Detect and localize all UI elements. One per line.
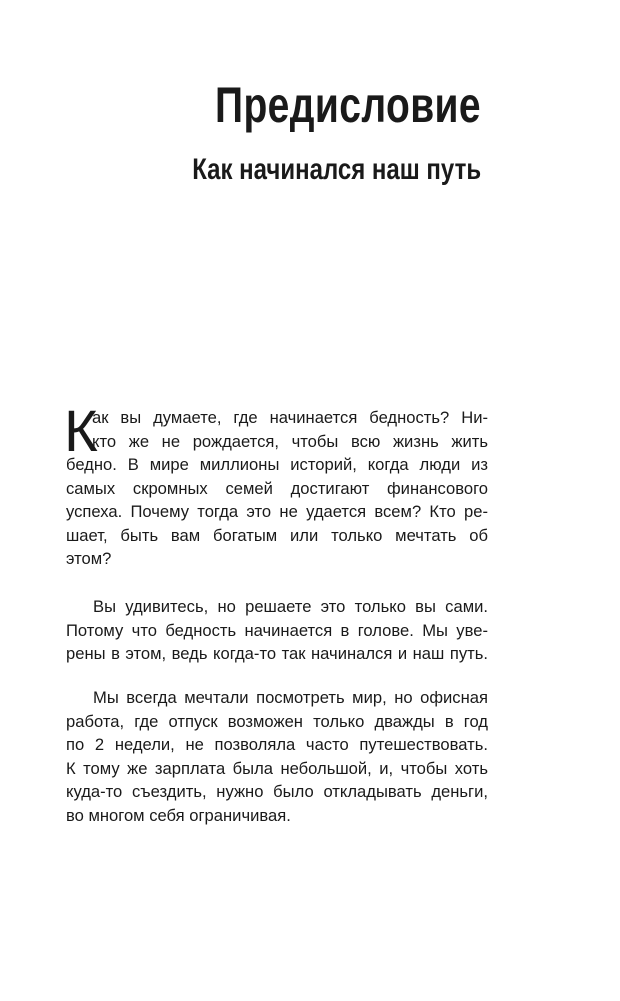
chapter-title: Предисловие (215, 77, 481, 133)
text-line: ак вы думаете, где начинается бедность? Ни- (92, 408, 488, 427)
paragraph-3 (66, 686, 488, 827)
text-line: куда-то съездить, нужно было откладывать деньги, (66, 782, 488, 801)
text-line: Мы всегда мечтали посмотреть мир, но офисная (93, 688, 488, 707)
text-line: Потому что бедность начинается в голове. Мы уве- (66, 620, 488, 640)
paragraph-2 (66, 595, 488, 666)
chapter-subtitle: Как начинался наш путь (192, 153, 481, 186)
text-line: рены в этом, ведь когда-то так начинался и наш путь. (66, 644, 488, 663)
drop-cap: К (64, 399, 98, 464)
text-line: во многом себя ограничивая. (66, 805, 291, 825)
text-line: по 2 недели, не позволяла часто путешествовать. (66, 735, 488, 754)
text-line: шает, быть вам богатым или только мечтать об (66, 525, 488, 545)
text-line: самых скромных семей достигают финансового (66, 478, 488, 498)
text-line: К тому же зарплата была небольшой, и, чтобы хоть (66, 758, 488, 778)
text-line: бедно. В мире миллионы историй, когда люди из (66, 455, 488, 474)
text-line: этом? (66, 549, 112, 568)
text-line: успеха. Почему тогда это не удается всем? Кто ре- (66, 502, 488, 521)
text-line: Вы удивитесь, но решаете это только вы сами. (93, 597, 488, 616)
text-line: работа, где отпуск возможен только дважды в год (66, 711, 488, 731)
paragraph-1 (64, 399, 488, 571)
text-line: кто же не рождается, чтобы всю жизнь жить (92, 431, 488, 451)
